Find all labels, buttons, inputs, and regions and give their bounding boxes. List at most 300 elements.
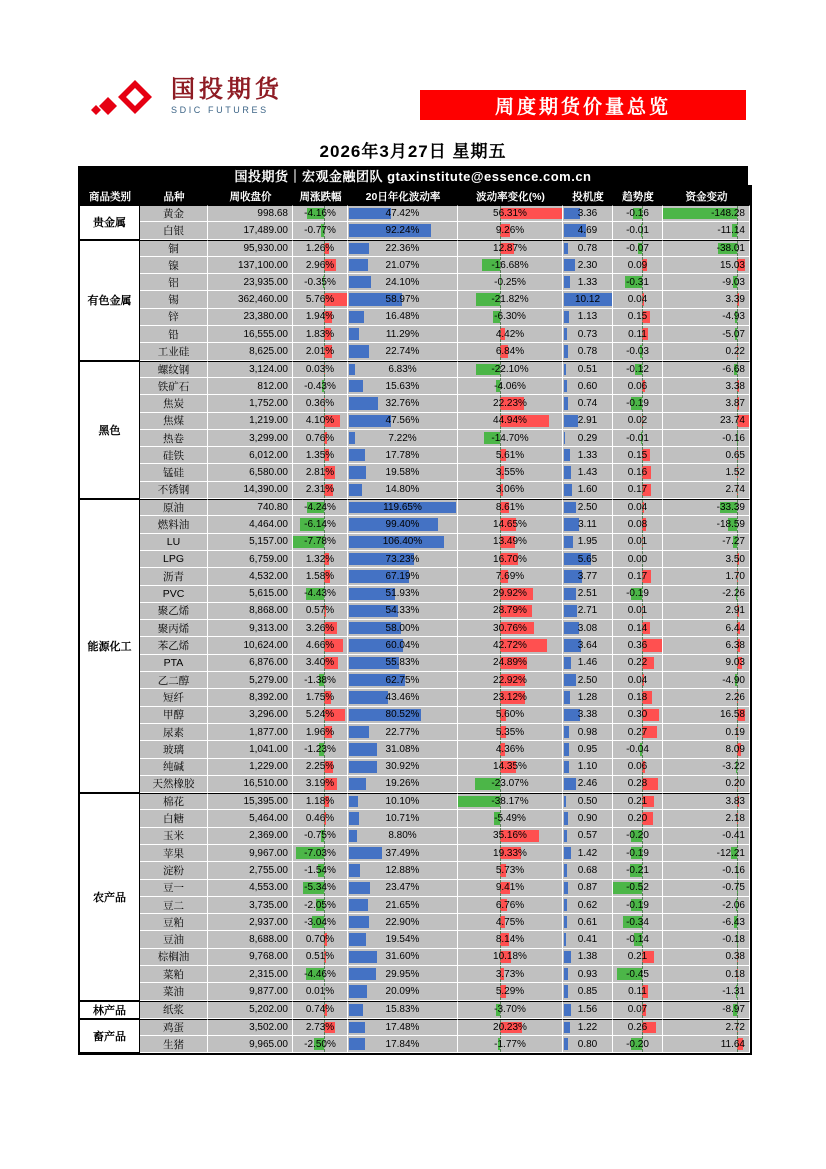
cell-value: 0.22 xyxy=(627,657,648,669)
commodity-name: 甲醇 xyxy=(140,707,208,724)
cell-close xyxy=(208,655,293,672)
cell-value: 2.71 xyxy=(577,605,598,617)
commodity-name: 短纤 xyxy=(140,689,208,706)
cell-vol_chg xyxy=(458,949,563,966)
cell-value: 0.60 xyxy=(577,380,598,392)
cell-close xyxy=(208,707,293,724)
commodity-name: 镍 xyxy=(140,257,208,274)
cell-value: 2.46 xyxy=(577,778,598,790)
sdic-logo-icon xyxy=(88,76,162,116)
cell-value: -5.49% xyxy=(494,813,526,825)
cell-chg xyxy=(293,257,348,274)
cell-value: 3.19% xyxy=(305,778,335,790)
cell-vol xyxy=(348,205,458,222)
cell-fund xyxy=(663,603,750,620)
cell-vol xyxy=(348,516,458,533)
cell-value: 19.33% xyxy=(493,847,527,859)
cell-value: 3.08 xyxy=(577,622,598,634)
cell-value: 20.09% xyxy=(385,986,420,997)
cell-fund xyxy=(663,464,750,481)
cell-value: -22.10% xyxy=(491,363,529,375)
cell-fund xyxy=(663,413,750,430)
cell-close xyxy=(208,499,293,516)
cell-close xyxy=(208,810,293,827)
cell-value: 17.84% xyxy=(385,1038,420,1050)
cell-trend xyxy=(613,361,663,378)
table-row xyxy=(80,568,750,585)
data-bar xyxy=(349,933,366,945)
cell-chg xyxy=(293,655,348,672)
cell-trend xyxy=(613,724,663,741)
cell-value: 37.49% xyxy=(385,847,420,859)
cell-value: -0.16 xyxy=(722,432,745,444)
cell-value: 0.17 xyxy=(627,570,648,582)
cell-value: 2.51 xyxy=(577,588,598,600)
cell-vol_chg xyxy=(458,274,563,291)
cell-value: 5,279.00 xyxy=(249,674,288,686)
data-bar xyxy=(349,397,378,409)
cell-close xyxy=(208,776,293,793)
cell-trend xyxy=(613,603,663,620)
cell-value: 24.10% xyxy=(385,276,420,288)
cell-vol xyxy=(348,931,458,948)
commodity-name: 锡 xyxy=(140,291,208,308)
cell-close xyxy=(208,326,293,343)
cell-value: 2.74 xyxy=(725,484,745,496)
column-header-4: 20日年化波动率 xyxy=(348,187,458,205)
cell-value: 0.95 xyxy=(577,743,598,755)
cell-value: 2.18 xyxy=(725,813,745,825)
cell-chg xyxy=(293,810,348,827)
table-row xyxy=(80,845,750,862)
cell-close xyxy=(208,361,293,378)
data-bar xyxy=(564,588,576,600)
column-header-6: 投机度 xyxy=(563,187,613,205)
cell-value: 6.83% xyxy=(388,363,417,375)
cell-vol_chg xyxy=(458,828,563,845)
cell-value: 22.36% xyxy=(385,242,420,254)
commodity-name: 聚乙烯 xyxy=(140,603,208,620)
cell-spec xyxy=(563,361,613,378)
cell-chg xyxy=(293,724,348,741)
cell-value: 3.38 xyxy=(577,709,598,721)
data-bar xyxy=(564,345,568,357)
cell-value: 362,460.00 xyxy=(237,294,288,306)
cell-value: 6,759.00 xyxy=(249,553,288,565)
cell-vol xyxy=(348,862,458,879)
data-bar xyxy=(564,812,568,824)
cell-value: 23.47% xyxy=(385,882,420,894)
cell-vol_chg xyxy=(458,516,563,533)
data-bar xyxy=(564,899,567,911)
cell-value: 11.29% xyxy=(385,328,420,340)
cell-value: 2.30 xyxy=(577,259,598,271)
table-row xyxy=(80,931,750,948)
data-bar xyxy=(564,968,568,980)
cell-vol_chg xyxy=(458,1019,563,1036)
cell-vol_chg xyxy=(458,395,563,412)
cell-value: -0.19 xyxy=(626,847,649,859)
data-bar xyxy=(564,259,575,271)
cell-value: 9,313.00 xyxy=(249,622,288,634)
cell-trend xyxy=(613,291,663,308)
cell-chg xyxy=(293,793,348,810)
cell-fund xyxy=(663,378,750,395)
cell-vol xyxy=(348,655,458,672)
cell-trend xyxy=(613,568,663,585)
cell-fund xyxy=(663,586,750,603)
cell-trend xyxy=(613,464,663,481)
cell-value: -2.26 xyxy=(722,588,745,600)
cell-value: 2.81% xyxy=(305,467,335,479)
cell-value: 9,965.00 xyxy=(249,1038,288,1050)
cell-value: 95,930.00 xyxy=(243,242,288,254)
cell-value: 3.73% xyxy=(495,968,525,980)
cell-value: 0.51% xyxy=(305,951,335,963)
cell-fund xyxy=(663,1036,750,1053)
cell-trend xyxy=(613,413,663,430)
cell-value: 0.20 xyxy=(725,778,745,790)
cell-vol_chg xyxy=(458,586,563,603)
cell-trend xyxy=(613,707,663,724)
cell-chg xyxy=(293,430,348,447)
cell-chg xyxy=(293,586,348,603)
cell-vol_chg xyxy=(458,413,563,430)
cell-value: 10.12 xyxy=(574,294,601,306)
cell-value: 0.16 xyxy=(627,467,648,479)
cell-close xyxy=(208,949,293,966)
cell-value: 1.32% xyxy=(305,553,335,565)
cell-value: -4.43% xyxy=(304,588,336,600)
cell-value: -1.54% xyxy=(304,864,336,876)
cell-fund xyxy=(663,931,750,948)
cell-value: 6,580.00 xyxy=(249,467,288,479)
cell-fund xyxy=(663,672,750,689)
commodity-name: 燃料油 xyxy=(140,516,208,533)
cell-value: 24.89% xyxy=(493,657,527,669)
cell-value: 15.63% xyxy=(385,380,420,392)
cell-vol xyxy=(348,430,458,447)
cell-chg xyxy=(293,914,348,931)
cell-value: -0.20 xyxy=(626,1038,649,1050)
cell-trend xyxy=(613,586,663,603)
data-bar xyxy=(564,847,571,859)
brand-name-cn: 国投期货 xyxy=(171,75,283,103)
cell-vol_chg xyxy=(458,966,563,983)
cell-value: 4,532.00 xyxy=(249,570,288,582)
cell-value: 12.88% xyxy=(385,864,420,876)
cell-trend xyxy=(613,343,663,360)
data-bar xyxy=(349,449,365,461)
table-row xyxy=(80,880,750,897)
cell-value: 0.06 xyxy=(627,380,648,392)
cell-spec xyxy=(563,793,613,810)
cell-value: -21.82% xyxy=(491,294,529,306)
cell-spec xyxy=(563,759,613,776)
cell-fund xyxy=(663,741,750,758)
cell-value: 1.33 xyxy=(577,276,598,288)
commodity-name: 纸浆 xyxy=(140,1001,208,1019)
cell-spec xyxy=(563,672,613,689)
cell-trend xyxy=(613,966,663,983)
commodity-name: 尿素 xyxy=(140,724,208,741)
cell-vol_chg xyxy=(458,361,563,378)
cell-value: 3.39 xyxy=(725,294,745,306)
commodity-name: 铝 xyxy=(140,274,208,291)
cell-value: -1.38% xyxy=(304,674,336,686)
cell-fund xyxy=(663,326,750,343)
commodity-name: 白银 xyxy=(140,222,208,239)
cell-value: -0.25% xyxy=(494,276,526,288)
cell-chg xyxy=(293,499,348,516)
data-bar xyxy=(564,466,571,478)
cell-vol xyxy=(348,499,458,516)
cell-value: 67.19% xyxy=(385,570,420,582)
cell-value: 2.25% xyxy=(305,761,335,773)
cell-close xyxy=(208,586,293,603)
cell-vol_chg xyxy=(458,741,563,758)
cell-value: 11.64 xyxy=(720,1038,745,1050)
cell-vol_chg xyxy=(458,1001,563,1019)
data-bar xyxy=(564,951,571,963)
cell-vol_chg xyxy=(458,240,563,257)
cell-spec xyxy=(563,655,613,672)
cell-close xyxy=(208,534,293,551)
cell-vol_chg xyxy=(458,257,563,274)
data-bar xyxy=(564,691,570,703)
cell-value: 1.28 xyxy=(577,691,598,703)
cell-vol_chg xyxy=(458,655,563,672)
cell-value: 47.56% xyxy=(385,415,420,427)
table-row xyxy=(80,447,750,464)
banner-title: 周度期货价量总览 xyxy=(420,90,746,120)
table-row xyxy=(80,534,750,551)
table-row xyxy=(80,240,750,257)
cell-chg xyxy=(293,637,348,654)
cell-value: 5.65 xyxy=(577,553,598,565)
cell-fund xyxy=(663,759,750,776)
cell-trend xyxy=(613,257,663,274)
cell-value: 3.06% xyxy=(495,484,525,496)
cell-value: 14.80% xyxy=(385,484,420,496)
cell-vol_chg xyxy=(458,914,563,931)
table-row xyxy=(80,897,750,914)
data-bar xyxy=(564,933,566,945)
cell-value: 35.16% xyxy=(493,830,527,842)
cell-close xyxy=(208,620,293,637)
cell-value: 2,937.00 xyxy=(249,916,288,928)
cell-fund xyxy=(663,897,750,914)
data-bar xyxy=(564,518,579,530)
cell-value: 4.69 xyxy=(577,224,598,236)
cell-vol_chg xyxy=(458,845,563,862)
cell-spec xyxy=(563,880,613,897)
cell-value: 1.60 xyxy=(577,484,598,496)
cell-close xyxy=(208,759,293,776)
cell-value: 14.35% xyxy=(493,761,527,773)
data-bar xyxy=(349,726,369,738)
cell-value: 10.18% xyxy=(493,951,527,963)
cell-value: 99.40% xyxy=(385,518,420,530)
cell-value: 106.40% xyxy=(382,536,423,548)
cell-close xyxy=(208,568,293,585)
data-bar xyxy=(564,985,568,997)
cell-fund xyxy=(663,534,750,551)
cell-fund xyxy=(663,914,750,931)
cell-value: 5.76% xyxy=(305,294,335,306)
cell-spec xyxy=(563,274,613,291)
commodity-name: 工业硅 xyxy=(140,343,208,360)
cell-value: 5.60% xyxy=(495,709,525,721)
cell-value: 0.04 xyxy=(627,674,648,686)
cell-spec xyxy=(563,240,613,257)
cell-vol_chg xyxy=(458,637,563,654)
cell-value: -0.45 xyxy=(626,968,649,980)
data-bar xyxy=(564,916,567,928)
cell-value: 15.83% xyxy=(385,1004,420,1016)
cell-value: -8.97 xyxy=(722,1004,745,1016)
cell-value: 4.66% xyxy=(305,640,335,652)
cell-value: -0.34 xyxy=(626,916,649,928)
table-row xyxy=(80,378,750,395)
cell-value: 0.29 xyxy=(577,432,598,444)
cell-value: 2.26 xyxy=(725,691,745,703)
cell-close xyxy=(208,603,293,620)
cell-value: 0.57% xyxy=(305,605,335,617)
cell-value: 17.48% xyxy=(385,1021,420,1033)
cell-fund xyxy=(663,430,750,447)
cell-fund xyxy=(663,361,750,378)
data-bar xyxy=(564,1004,571,1016)
cell-vol_chg xyxy=(458,309,563,326)
table-row xyxy=(80,205,750,222)
table-row xyxy=(80,516,750,533)
cell-trend xyxy=(613,828,663,845)
cell-spec xyxy=(563,551,613,568)
category-cell: 畜产品 xyxy=(80,1019,140,1054)
commodity-name: 淀粉 xyxy=(140,862,208,879)
cell-value: 8.61% xyxy=(495,502,525,514)
cell-value: -0.20 xyxy=(626,830,649,842)
cell-value: 0.14 xyxy=(627,622,648,634)
cell-fund xyxy=(663,862,750,879)
cell-value: 0.78 xyxy=(577,346,598,358)
commodity-name: 豆一 xyxy=(140,880,208,897)
cell-chg xyxy=(293,1019,348,1036)
cell-value: 0.41 xyxy=(577,934,598,946)
cell-spec xyxy=(563,568,613,585)
cell-close xyxy=(208,1001,293,1019)
commodity-name: 棕榈油 xyxy=(140,949,208,966)
cell-vol xyxy=(348,326,458,343)
cell-value: -0.03 xyxy=(626,346,649,358)
cell-trend xyxy=(613,741,663,758)
cell-spec xyxy=(563,516,613,533)
data-bar xyxy=(564,276,570,288)
table-row xyxy=(80,551,750,568)
cell-fund xyxy=(663,724,750,741)
cell-value: -6.14% xyxy=(304,518,336,530)
table-row xyxy=(80,343,750,360)
cell-vol xyxy=(348,914,458,931)
cell-trend xyxy=(613,499,663,516)
cell-value: 0.11 xyxy=(628,328,647,340)
cell-chg xyxy=(293,291,348,308)
cell-value: 54.33% xyxy=(385,605,420,617)
cell-fund xyxy=(663,516,750,533)
sdic-logo xyxy=(88,76,283,116)
cell-value: -6.30% xyxy=(494,311,526,323)
cell-value: 17.78% xyxy=(385,449,420,461)
cell-value: 0.74 xyxy=(577,397,598,409)
data-bar xyxy=(349,778,366,790)
cell-value: 6.38 xyxy=(725,640,745,652)
cell-close xyxy=(208,828,293,845)
cell-value: 15,395.00 xyxy=(243,796,288,808)
cell-value: 6.76% xyxy=(495,899,525,911)
cell-chg xyxy=(293,395,348,412)
data-bar xyxy=(564,657,571,669)
commodity-name: 螺纹钢 xyxy=(140,361,208,378)
cell-value: 6,012.00 xyxy=(249,449,288,461)
cell-value: -11.14 xyxy=(717,224,745,236)
cell-trend xyxy=(613,672,663,689)
cell-vol xyxy=(348,776,458,793)
commodity-name: 沥青 xyxy=(140,568,208,585)
cell-fund xyxy=(663,1001,750,1019)
cell-vol xyxy=(348,793,458,810)
cell-value: 55.83% xyxy=(385,657,420,669)
cell-value: 0.36 xyxy=(627,640,648,652)
cell-close xyxy=(208,447,293,464)
cell-fund xyxy=(663,689,750,706)
cell-value: -5.34% xyxy=(304,882,336,894)
cell-vol_chg xyxy=(458,326,563,343)
cell-value: 1.96% xyxy=(305,726,335,738)
cell-chg xyxy=(293,343,348,360)
cell-vol xyxy=(348,378,458,395)
cell-value: 1.94% xyxy=(305,311,335,323)
cell-value: 0.18 xyxy=(627,691,648,703)
data-bar xyxy=(564,484,572,496)
cell-spec xyxy=(563,707,613,724)
cell-value: -0.31 xyxy=(626,276,649,288)
cell-spec xyxy=(563,914,613,931)
cell-value: 2,369.00 xyxy=(249,830,288,842)
data-bar xyxy=(349,380,363,392)
cell-value: -0.16 xyxy=(722,864,745,876)
data-bar xyxy=(349,916,369,928)
cell-spec xyxy=(563,430,613,447)
cell-chg xyxy=(293,741,348,758)
cell-value: 42.72% xyxy=(493,640,527,652)
cell-vol_chg xyxy=(458,1036,563,1053)
cell-value: -7.03% xyxy=(304,847,336,859)
cell-value: 0.68 xyxy=(577,864,598,876)
cell-vol_chg xyxy=(458,568,563,585)
data-bar xyxy=(349,259,368,271)
cell-value: 4,553.00 xyxy=(249,882,288,894)
cell-trend xyxy=(613,430,663,447)
cell-value: 10.71% xyxy=(385,813,420,825)
cell-value: 19.54% xyxy=(385,934,420,946)
cell-value: 0.27 xyxy=(627,726,648,738)
cell-chg xyxy=(293,983,348,1000)
cell-trend xyxy=(613,880,663,897)
data-bar xyxy=(349,1022,365,1033)
cell-spec xyxy=(563,603,613,620)
cell-chg xyxy=(293,845,348,862)
